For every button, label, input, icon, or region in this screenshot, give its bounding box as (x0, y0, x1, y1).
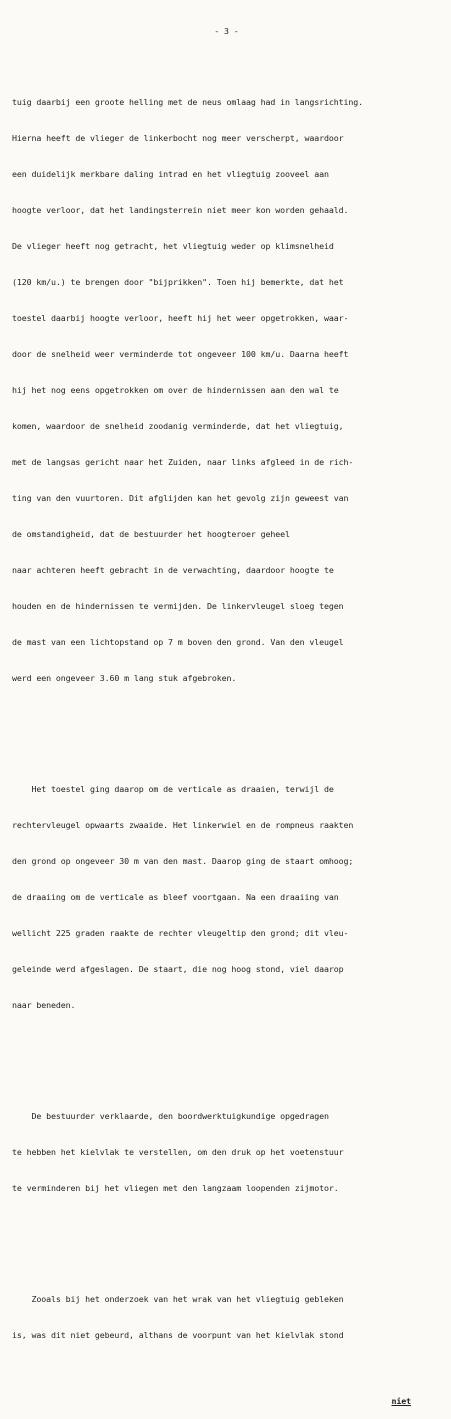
text-line: hij het nog eens opgetrokken om over de hindernissen aan den wal te (12, 385, 339, 395)
text-line: te hebben het kielvlak te verstellen, om den druk op het voetenstuur (12, 1147, 344, 1157)
text-line: rechtervleugel opwaarts zwaaide. Het linkerwiel en de rompneus raakten (12, 820, 354, 830)
text-line: Hierna heeft de vlieger de linkerbocht nog meer verscherpt, waardoor (12, 133, 344, 143)
text-line: den grond op ongeveer 30 m van den mast. Daarop ging de staart omhoog; (12, 856, 354, 866)
text-line: de draaiing om de verticale as bleef voortgaan. Na een draaiing van (12, 892, 339, 902)
text-line: is, was dit niet gebeurd, althans de voorpunt van het kielvlak stond (12, 1330, 344, 1340)
text-line: tuig daarbij een groote helling met de neus omlaag had in langsrichting. (12, 97, 364, 107)
text-line: De vlieger heeft nog getracht, het vliegtuig weder op klimsnelheid (12, 241, 334, 251)
text-line: hoogte verloor, dat het landingsterrein niet meer kon worden gehaald. (12, 205, 349, 215)
paragraph-2 (12, 761, 441, 1033)
text-line: (120 km/u.) te brengen door "bijprikken". Toen hij bemerkte, dat het (12, 277, 344, 287)
text-line: te verminderen bij het vliegen met den langzaam loopenden zijmotor. (12, 1183, 339, 1193)
text-line: komen, waardoor de snelheid zoodanig verminderde, dat het vliegtuig, (12, 421, 344, 431)
paragraph-4 (12, 1271, 441, 1363)
continuation-word: niet (391, 1396, 411, 1406)
text-line: naar beneden. (12, 1000, 76, 1010)
page-number: - 3 - (214, 26, 239, 36)
text-line: toestel daarbij hoogte verloor, heeft hij het weer opgetrokken, waar- (12, 313, 349, 323)
paragraph-1 (12, 74, 441, 706)
text-line: ting van den vuurtoren. Dit afglijden kan het gevolg zijn geweest van (12, 493, 349, 503)
text-line: de omstandigheid, dat de bestuurder het hoogteroer geheel (12, 529, 290, 539)
text-line: door de snelheid weer verminderde tot ongeveer 100 km/u. Daarna heeft (12, 349, 349, 359)
text-line: geleinde werd afgeslagen. De staart, die nog hoog stond, viel daarop (12, 964, 344, 974)
text-line: werd een ongeveer 3.60 m lang stuk afgebroken. (12, 673, 237, 683)
text-line: Zooals bij het onderzoek van het wrak van het vliegtuig gebleken (12, 1294, 344, 1304)
text-line: naar achteren heeft gebracht in de verwachting, daardoor hoogte te (12, 565, 334, 575)
text-line: wellicht 225 graden raakte de rechter vleugeltip den grond; dit vleu- (12, 928, 349, 938)
paragraph-3 (12, 1088, 441, 1216)
text-line: Het toestel ging daarop om de verticale as draaien, terwijl de (12, 784, 334, 794)
text-line: De bestuurder verklaarde, den boordwerktuigkundige opgedragen (12, 1111, 329, 1121)
text-line: een duidelijk merkbare daling intrad en het vliegtuig zooveel aan (12, 169, 329, 179)
text-line: houden en de hindernissen te vermijden. De linkervleugel sloeg tegen (12, 601, 344, 611)
text-line: de mast van een lichtopstand op 7 m boven den grond. Van den vleugel (12, 637, 344, 647)
text-line: met de langsas gericht naar het Zuiden, naar links afgleed in de rich- (12, 457, 354, 467)
